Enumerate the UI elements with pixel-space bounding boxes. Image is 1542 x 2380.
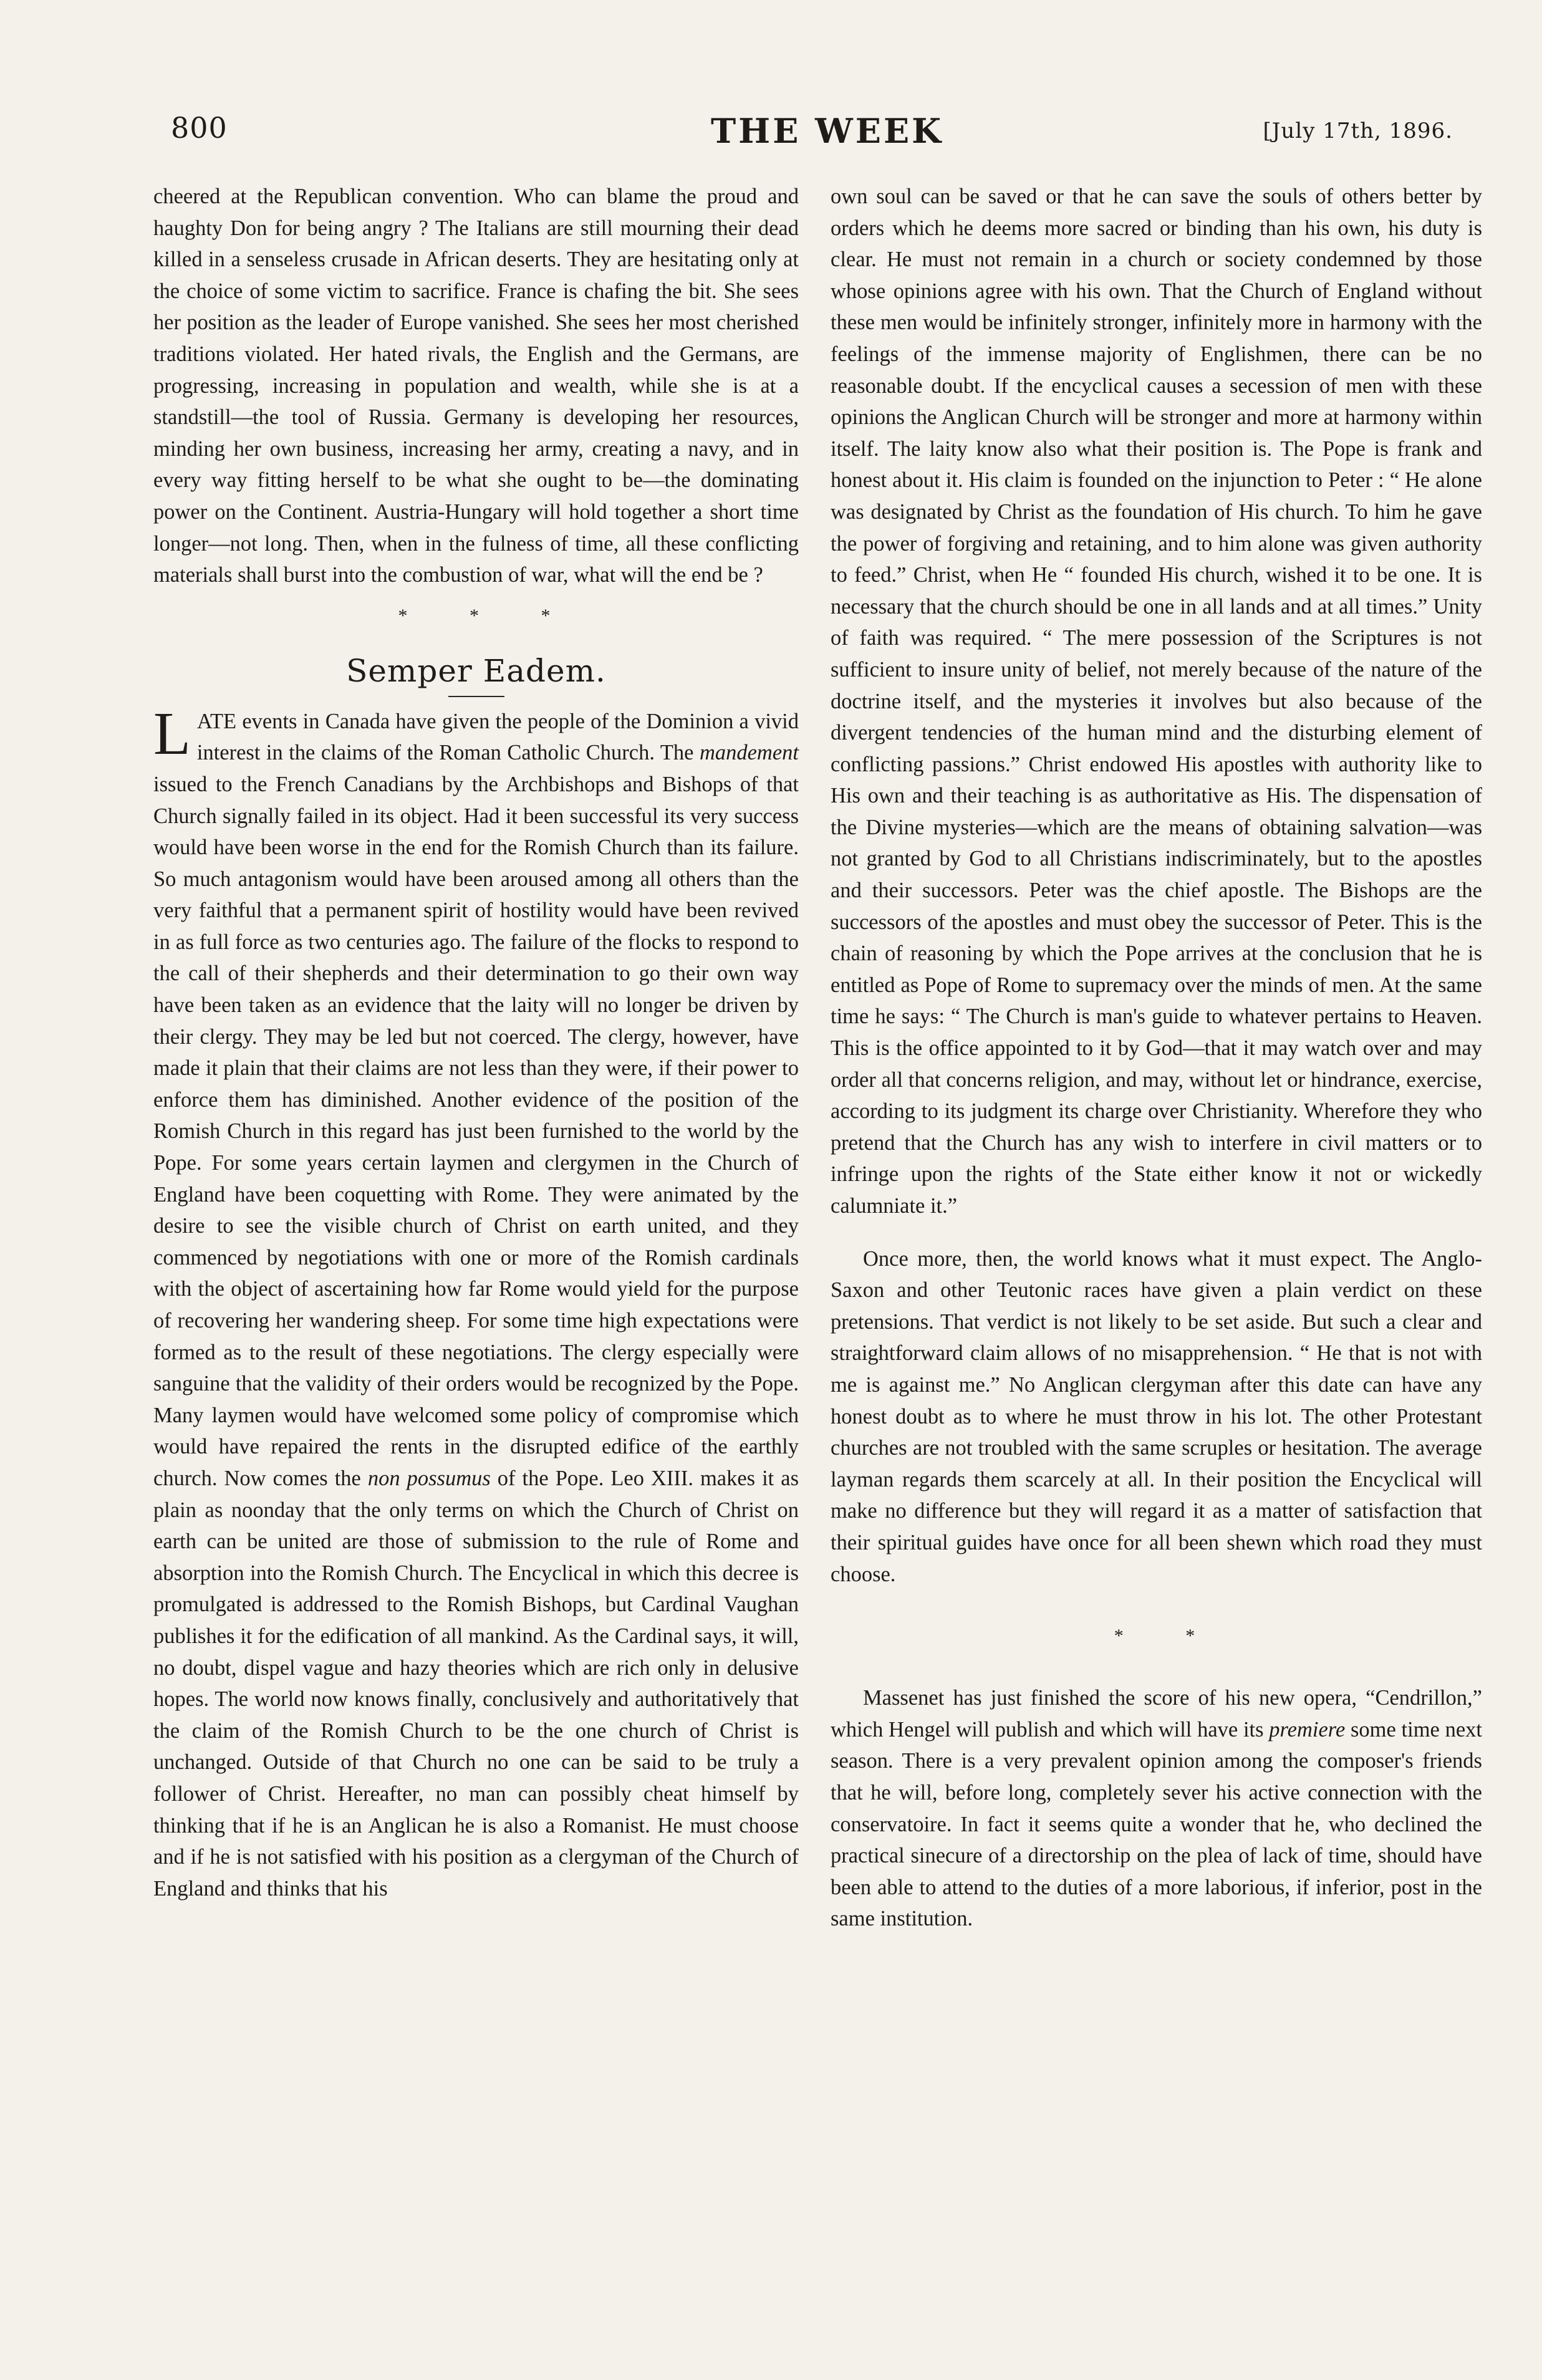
paragraph-gap	[831, 1661, 1482, 1682]
drop-cap: L	[153, 700, 191, 768]
article-text-part-2: issued to the French Canadians by the Archbishops and Bishops of that Church signally failed in its object. Had it been successful its very success would have been worse in the end for the Romish Church than its failure. So much antagonism would have been aroused among all others than the very faithful that a permanent spirit of hostility would have been revived in as full force as two centuries ago. The failure of the flocks to respond to the call of their shepherds and their determination to go their own way have been taken as an evidence that the laity will no longer be driven by their clergy. They may be led but not coerced. The clergy, however, have made it plain that their claims are not less than they were, if their power to enforce them has diminished. Another evidence of the position of the Romish Church in this regard has just been furnished to the world by the Pope. For some years certain laymen and clergymen in the Church of England have been coquetting with Rome. They were animated by the desire to see the visible church of Christ on earth united, and they commenced by negotiations with one or more of the Romish cardinals with the object of ascertaining how far Rome would yield for the purpose of recovering her wandering sheep. For some time high expectations were formed as to the result of these negotiations. The clergy especially were sanguine that the validity of their orders would be recognized by the Pope. Many laymen would have welcomed some policy of compromise which would have repaired the rents in the disrupted edifice of the earthly church. Now comes the	[153, 772, 799, 1490]
article-text-part-1: ATE events in Canada have given the people of the Dominion a vivid interest in the claims of the Roman Catholic Church. The	[196, 709, 799, 765]
issue-date: [July 17th, 1896.	[1263, 118, 1453, 143]
massenet-paragraph	[831, 1682, 1482, 1935]
continued-paragraph: own soul can be saved or that he can save the souls of others better by orders which he deems more sacred or binding than his own, his duty is clear. He must not remain in a church or society condemned by those whose opinions agree with his own. That the Church of England without these men would be infinitely stronger, infinitely more in harmony with the feelings of the immense majority of Englishmen, there can be no reasonable doubt. If the encyclical causes a secession of men with these opinions the Anglican Church will be stronger and more at harmony within itself. The laity know also what their position is. The Pope is frank and honest about it. His claim is founded on the injunction to Peter : “ He alone was designated by Christ as the foundation of His church. To him he gave the power of forgiving and retaining, and to him alone was given authority to feed.” Christ, when He “ founded His church, wished it to be one. It is necessary that the church should be one in all lands and at all times.” Unity of faith was required. “ The mere possession of the Scriptures is not sufficient to insure unity of belief, not merely because of the nature of the doctrine itself, and the mysteries it involves but also because of the divergent tendencies of the human mind and the disturbing element of conflicting passions.” Christ endowed His apostles with authority like to His own and their teaching is as authoritative as His. The dispensation of the Divine mysteries—which are the means of obtaining salvation—was not granted by God to all Christians indiscriminately, but to the apostles and their successors. Peter was the chief apostle. The Bishops are the successors of the apostles and must obey the successor of Peter. This is the chain of reasoning by which the Pope arrives at the conclusion that he is entitled as Pope of Rome to supremacy over the minds of men. At the same time he says: “ The Church is man's guide to whatever pertains to Heaven. This is the office appointed to it by God—that it may watch over and may order all that concerns religion, and may, without let or hindrance, exercise, according to its judgment its charge over Christianity. Wherefore they who pretend that the Church has any wish to interfere in civil matters or to infringe upon the rights of the State either know it not or wickedly calumniate it.”	[831, 185, 1482, 1218]
page-number: 800	[171, 111, 228, 145]
massenet-text-part-1: Massenet has just finished the score of his new opera, “Cendrillon,” which Hengel will publish and which will have its	[831, 1686, 1482, 1742]
page-header	[168, 105, 1453, 161]
section-separator-right: * *	[1114, 1626, 1224, 1647]
article-title: Semper Eadem.	[346, 652, 606, 689]
intro-paragraph: cheered at the Republican convention. Who can blame the proud and haughty Don for being angry ? The Italians are still mourning their dead killed in a senseless crusade in African deserts. They are hesitating only at the choice of some victim to sacrifice. France is chafing the bit. She sees her position as the leader of Europe vanished. She sees her most cherished traditions violated. Her hated rivals, the English and the Germans, are progressing, increasing in population and wealth, while she is at a standstill—the tool of Russia. Germany is developing her resources, minding her own business, increasing her army, creating a navy, and in every way fitting herself to be what she ought to be—the dominating power on the Continent. Austria-Hungary will hold together a short time longer—not long. Then, when in the fulness of time, all these conflicting materials shall burst into the combustion of war, what will the end be ?	[153, 185, 799, 587]
massenet-text-premiere: premiere	[1269, 1717, 1346, 1742]
right-column	[831, 181, 1482, 1935]
article-text-non-possumus: non possumus	[367, 1466, 491, 1490]
journal-title: THE WEEK	[711, 111, 944, 151]
article-text-mandement: mandement	[699, 741, 799, 765]
paragraph-gap	[831, 1590, 1482, 1611]
article-text-part-3: of the Pope. Leo XIII. makes it as plain as noonday that the only terms on which the Church of Christ on earth can be united are those of submission to the rule of Rome and absorption into the Romish Church. The Encyclical in which this decree is promulgated is addressed to the Romish Bishops, but Cardinal Vaughan publishes it for the edification of all mankind. As the Cardinal says, it will, no doubt, dispel vague and hazy theories which are rich only in delusive hopes. The world now knows finally, conclusively and authoritatively that the claim of the Romish Church to be the one church of Christ is unchanged. Outside of that Church no one can be said to be truly a follower of Christ. Hereafter, no man can possibly cheat himself by thinking that if he is an Anglican he is also a Romanist. He must choose and if he is not satisfied with his position as a clergyman of the Church of England and thinks that his	[153, 1466, 799, 1901]
article-paragraph	[153, 700, 799, 1905]
section-separator: * * *	[398, 605, 579, 626]
massenet-text-part-2: some time next season. There is a very prevalent opinion among the composer's friends that he will, before long, completely sever his active connection with the conservatoire. In fact it seems quite a wonder that he, who declined the practical sinecure of a directorship on the plea of lack of time, should have been able to attend to the duties of a more laborious, if inferior, post in the same institution.	[831, 1717, 1482, 1931]
title-rule	[448, 696, 504, 697]
conclusion-paragraph: Once more, then, the world knows what it must expect. The Anglo-Saxon and other Teutonic races have given a plain verdict on these pretensions. That verdict is not likely to be set aside. But such a clear and straightforward claim allows of no misapprehension. “ He that is not with me is against me.” No Anglican clergyman after this date can have any honest doubt as to where he must throw in his lot. The other Protestant churches are not troubled with the same scruples or hesitation. The average layman regards them scarcely at all. In their position the Encyclical will make no difference but they will regard it as a matter of satisfaction that their spiritual guides have once for all been shewn which road they must choose.	[831, 1246, 1482, 1586]
left-column	[153, 181, 799, 1904]
paragraph-gap	[831, 1222, 1482, 1243]
